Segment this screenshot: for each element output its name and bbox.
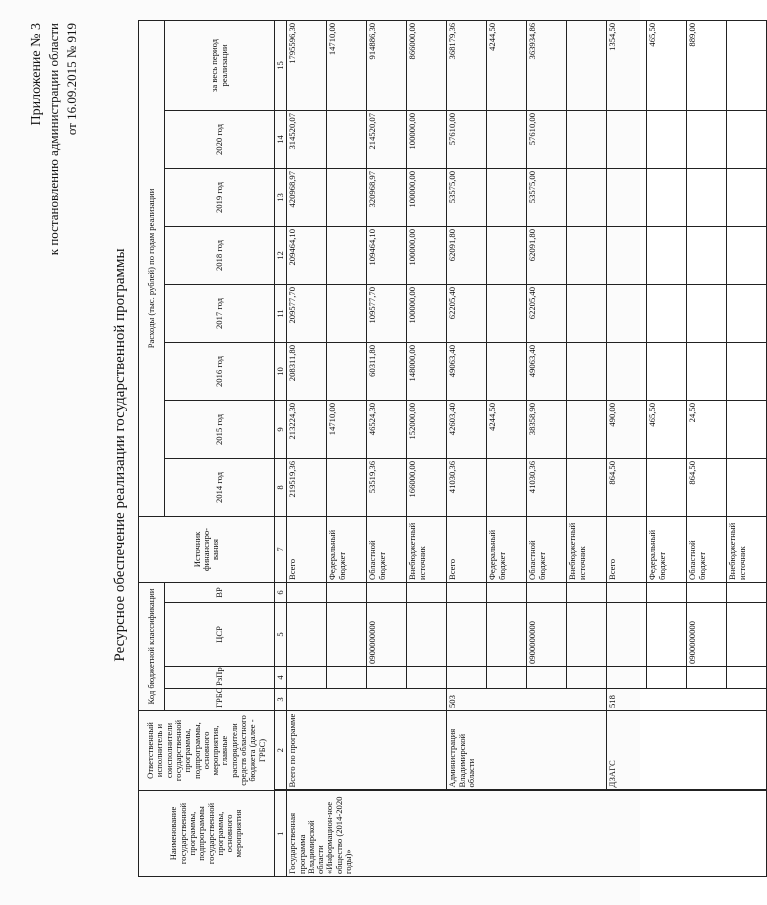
vr-cell [407, 582, 447, 602]
year-value-cell [647, 168, 687, 226]
vr-cell [607, 582, 647, 602]
year-value-cell [727, 226, 767, 284]
appendix-date-line: от 16.09.2015 № 919 [64, 23, 79, 136]
total-value-cell: 4244,50 [487, 20, 527, 110]
header-year: 2015 год [165, 400, 275, 458]
year-value-cell [647, 458, 687, 516]
year-value-cell: 53575,00 [447, 168, 487, 226]
year-value-cell: 41030,36 [447, 458, 487, 516]
total-value-cell: 368179,36 [447, 20, 487, 110]
year-value-cell: 53575,00 [527, 168, 567, 226]
header-year: 2014 год [165, 458, 275, 516]
resource-table [138, 20, 767, 877]
vr-cell [487, 582, 527, 602]
year-value-cell [487, 458, 527, 516]
year-value-cell [607, 284, 647, 342]
funding-source-cell: Внебюджетный источник [407, 516, 447, 582]
year-value-cell: 24,50 [687, 400, 727, 458]
header-year: 2016 год [165, 342, 275, 400]
year-value-cell [647, 110, 687, 168]
year-value-cell [687, 284, 727, 342]
column-number: 6 [275, 582, 287, 602]
year-value-cell: 214520,07 [367, 110, 407, 168]
header-total: за весь период реализации [165, 20, 275, 110]
year-value-cell: 62091,80 [527, 226, 567, 284]
year-value-cell [727, 458, 767, 516]
rzpr-cell [407, 667, 447, 689]
header-year: 2020 год [165, 110, 275, 168]
csr-cell [647, 603, 687, 667]
executor-cell: ДЗАГС [607, 711, 767, 791]
csr-cell: 0900000000 [687, 603, 727, 667]
year-value-cell [687, 110, 727, 168]
year-value-cell: 41030,36 [527, 458, 567, 516]
column-number: 9 [275, 400, 287, 458]
year-value-cell [487, 226, 527, 284]
year-value-cell: 152000,00 [407, 400, 447, 458]
year-value-cell: 46524,30 [367, 400, 407, 458]
column-number: 1 [275, 791, 287, 877]
column-number: 2 [275, 711, 287, 791]
column-number: 14 [275, 110, 287, 168]
column-number-row [275, 20, 287, 876]
total-value-cell: 465,50 [647, 20, 687, 110]
total-value-cell [727, 20, 767, 110]
column-number: 13 [275, 168, 287, 226]
csr-cell [567, 603, 607, 667]
rzpr-cell [287, 667, 327, 689]
year-value-cell [687, 342, 727, 400]
vr-cell [687, 582, 727, 602]
year-value-cell [647, 284, 687, 342]
total-value-cell: 363934,86 [527, 20, 567, 110]
year-value-cell [567, 458, 607, 516]
year-value-cell: 100000,00 [407, 226, 447, 284]
funding-source-cell: Областной бюджет [367, 516, 407, 582]
rzpr-cell [647, 667, 687, 689]
vr-cell [367, 582, 407, 602]
header-year: 2017 год [165, 284, 275, 342]
column-number: 15 [275, 20, 287, 110]
header-year: 2018 год [165, 226, 275, 284]
csr-cell [447, 603, 487, 667]
column-number: 3 [275, 689, 287, 711]
year-value-cell: 320968,97 [367, 168, 407, 226]
table-row [447, 20, 487, 876]
year-value-cell [727, 400, 767, 458]
year-value-cell: 53519,36 [367, 458, 407, 516]
grbs-cell [287, 689, 447, 711]
csr-cell: 0900000000 [367, 603, 407, 667]
year-value-cell [567, 110, 607, 168]
year-value-cell [327, 284, 367, 342]
year-value-cell: 166000,00 [407, 458, 447, 516]
appendix-title: Приложение № 3 [29, 23, 44, 126]
total-value-cell: 1354,50 [607, 20, 647, 110]
header-vr: ВР [165, 582, 275, 602]
year-value-cell: 42603,40 [447, 400, 487, 458]
year-value-cell [327, 458, 367, 516]
funding-source-cell: Всего [287, 516, 327, 582]
vr-cell [647, 582, 687, 602]
executor-cell: Администрация Владимирской области [447, 711, 607, 791]
header-name: Наименование государственной программы, подпрограммы государственной программы, основного мероприятия [139, 791, 275, 877]
vr-cell [727, 582, 767, 602]
rzpr-cell [727, 667, 767, 689]
year-value-cell: 208311,80 [287, 342, 327, 400]
header-year: 2019 год [165, 168, 275, 226]
header-rzpr: РзПр [165, 667, 275, 689]
csr-cell: 0900000000 [527, 603, 567, 667]
grbs-cell: 518 [607, 689, 767, 711]
total-value-cell: 1795596,30 [287, 20, 327, 110]
year-value-cell [567, 284, 607, 342]
year-value-cell [647, 226, 687, 284]
total-value-cell: 889,00 [687, 20, 727, 110]
csr-cell [287, 603, 327, 667]
column-number: 5 [275, 603, 287, 667]
year-value-cell: 14710,00 [327, 400, 367, 458]
year-value-cell: 57610,00 [527, 110, 567, 168]
funding-source-cell: Всего [607, 516, 647, 582]
vr-cell [567, 582, 607, 602]
column-number: 4 [275, 667, 287, 689]
total-value-cell: 14710,00 [327, 20, 367, 110]
total-value-cell: 866000,00 [407, 20, 447, 110]
year-value-cell: 213224,30 [287, 400, 327, 458]
funding-source-cell: Федеральный бюджет [327, 516, 367, 582]
year-value-cell: 148000,00 [407, 342, 447, 400]
year-value-cell: 864,50 [607, 458, 647, 516]
grbs-cell: 503 [447, 689, 607, 711]
table-row [607, 20, 647, 876]
year-value-cell: 49063,40 [527, 342, 567, 400]
executor-cell: Всего по программе [287, 711, 447, 791]
column-number: 11 [275, 284, 287, 342]
funding-source-cell: Внебюджетный источник [727, 516, 767, 582]
total-value-cell: 914886,30 [367, 20, 407, 110]
year-value-cell [607, 110, 647, 168]
year-value-cell: 100000,00 [407, 168, 447, 226]
year-value-cell: 60311,80 [367, 342, 407, 400]
year-value-cell [567, 400, 607, 458]
year-value-cell [487, 110, 527, 168]
year-value-cell: 100000,00 [407, 110, 447, 168]
year-value-cell: 57610,00 [447, 110, 487, 168]
year-value-cell: 38358,90 [527, 400, 567, 458]
rotated-landscape-sheet [20, 15, 747, 895]
header-grbs: ГРБС [165, 689, 275, 711]
vr-cell [447, 582, 487, 602]
header-budget-code: Код бюджетной классификации [139, 582, 165, 710]
csr-cell [607, 603, 647, 667]
year-value-cell: 62205,40 [527, 284, 567, 342]
funding-source-cell: Областной бюджет [527, 516, 567, 582]
year-value-cell: 864,50 [687, 458, 727, 516]
column-number: 12 [275, 226, 287, 284]
year-value-cell [727, 168, 767, 226]
vr-cell [287, 582, 327, 602]
csr-cell [407, 603, 447, 667]
year-value-cell [727, 342, 767, 400]
rzpr-cell [487, 667, 527, 689]
year-value-cell [567, 226, 607, 284]
table-row [287, 20, 327, 876]
year-value-cell: 219519,36 [287, 458, 327, 516]
year-value-cell [567, 168, 607, 226]
program-name-cell: Государственная программа Владимирской области «Информацион-ное общество (2014-2020 годы)» [287, 791, 767, 877]
header-executor: Ответственный исполнитель и соисполнители государственной программы, подпрограммы, основного мероприятия, главные распорядители средств областного бюджета (далее - ГРБС) [139, 711, 275, 791]
year-value-cell [327, 168, 367, 226]
funding-source-cell: Всего [447, 516, 487, 582]
year-value-cell [567, 342, 607, 400]
total-value-cell [567, 20, 607, 110]
rzpr-cell [607, 667, 647, 689]
header-csr: ЦСР [165, 603, 275, 667]
vr-cell [527, 582, 567, 602]
year-value-cell: 465,50 [647, 400, 687, 458]
csr-cell [487, 603, 527, 667]
column-number: 10 [275, 342, 287, 400]
rzpr-cell [327, 667, 367, 689]
year-value-cell: 109577,70 [367, 284, 407, 342]
column-number: 8 [275, 458, 287, 516]
year-value-cell [487, 342, 527, 400]
rzpr-cell [447, 667, 487, 689]
year-value-cell: 49063,40 [447, 342, 487, 400]
rzpr-cell [527, 667, 567, 689]
header-expenses: Расходы (тыс. рублей) по годам реализации [139, 20, 165, 516]
appendix-reference-line: к постановлению администрации области [46, 23, 61, 256]
year-value-cell [487, 168, 527, 226]
year-value-cell: 62091,80 [447, 226, 487, 284]
funding-source-cell: Федеральный бюджет [647, 516, 687, 582]
year-value-cell [607, 226, 647, 284]
document-title: Ресурсное обеспечение реализации государственной программы [112, 248, 128, 662]
year-value-cell: 62205,40 [447, 284, 487, 342]
year-value-cell [327, 226, 367, 284]
year-value-cell [727, 284, 767, 342]
year-value-cell [607, 168, 647, 226]
year-value-cell: 100000,00 [407, 284, 447, 342]
rzpr-cell [367, 667, 407, 689]
year-value-cell [727, 110, 767, 168]
year-value-cell [687, 226, 727, 284]
year-value-cell: 4244,50 [487, 400, 527, 458]
year-value-cell [647, 342, 687, 400]
rzpr-cell [567, 667, 607, 689]
rzpr-cell [687, 667, 727, 689]
funding-source-cell: Федеральный бюджет [487, 516, 527, 582]
year-value-cell [327, 110, 367, 168]
csr-cell [727, 603, 767, 667]
year-value-cell: 109464,10 [367, 226, 407, 284]
year-value-cell [327, 342, 367, 400]
funding-source-cell: Внебюджетный источник [567, 516, 607, 582]
year-value-cell: 490,00 [607, 400, 647, 458]
year-value-cell: 209464,10 [287, 226, 327, 284]
year-value-cell [607, 342, 647, 400]
year-value-cell: 420968,97 [287, 168, 327, 226]
year-value-cell: 314520,07 [287, 110, 327, 168]
csr-cell [327, 603, 367, 667]
column-number: 7 [275, 516, 287, 582]
year-value-cell: 209577,70 [287, 284, 327, 342]
funding-source-cell: Областной бюджет [687, 516, 727, 582]
header-source: Источник финансиро-вания [139, 516, 275, 582]
vr-cell [327, 582, 367, 602]
year-value-cell [687, 168, 727, 226]
year-value-cell [487, 284, 527, 342]
